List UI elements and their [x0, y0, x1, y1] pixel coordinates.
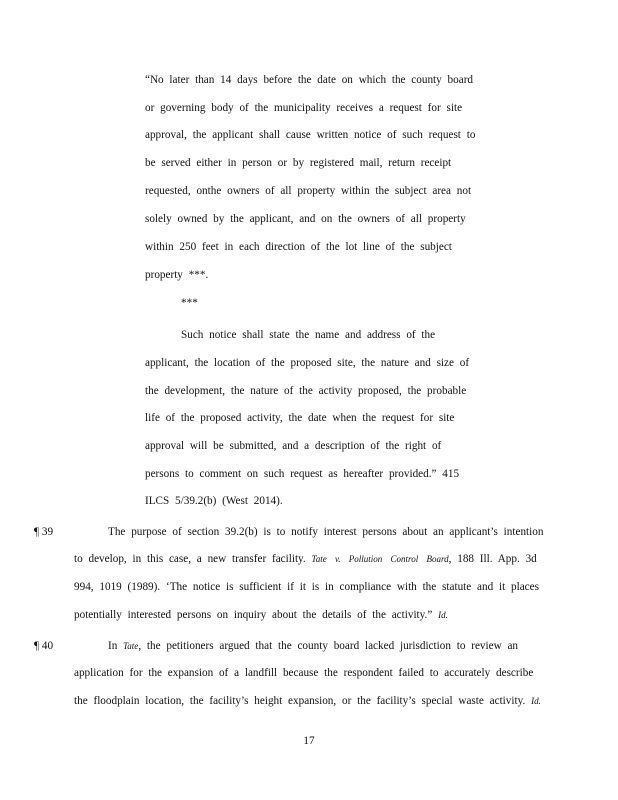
quote-line: requested, onthe owners of all property within the subject area not: [145, 185, 472, 197]
case-citation: Tate: [123, 641, 139, 651]
paragraph-number: ¶ 39: [34, 526, 54, 538]
quote-line: persons to comment on such request as hereafter provided.” 415: [145, 468, 460, 480]
quote-line: approval, the applicant shall cause written notice of such request to: [145, 129, 476, 141]
quote-line: ILCS 5/39.2(b) (West 2014).: [145, 495, 283, 507]
quote-line: approval will be submitted, and a description of the right of: [145, 440, 442, 452]
paragraph-text: , 188 Ill. App. 3d: [448, 553, 537, 565]
quote-line: or governing body of the municipality receives a request for site: [145, 102, 463, 114]
quote-line: solely owned by the applicant, and on the owners of all property: [145, 213, 466, 225]
paragraph-line: application for the expansion of a landfill because the respondent failed to accurately describe: [74, 667, 534, 679]
case-citation: Id.: [531, 696, 541, 706]
quote-line: life of the proposed activity, the date when the request for site: [145, 412, 455, 424]
paragraph-line: 994, 1019 (1989). ‘The notice is sufficient if it is in compliance with the statute and it places: [74, 581, 539, 593]
paragraph-line: [74, 608, 448, 622]
case-citation: Id.: [438, 610, 448, 620]
quote-line: within 250 feet in each direction of the lot line of the subject: [145, 241, 452, 253]
paragraph-line: [108, 639, 518, 653]
case-citation: Tate v. Pollution Control Board: [311, 554, 449, 564]
paragraph-number: ¶ 40: [34, 640, 54, 652]
quote-line: the development, the nature of the activity proposed, the probable: [145, 385, 467, 397]
page-number: 17: [303, 735, 315, 747]
paragraph-text: the floodplain location, the facility’s height expansion, or the facility’s special waste activity.: [74, 695, 526, 707]
quote-line: property ***.: [145, 269, 209, 281]
paragraph-text: potentially interested persons on inquiry about the details of the activity.”: [74, 609, 433, 621]
paragraph-line: [74, 552, 537, 566]
quote-line: “No later than 14 days before the date on which the county board: [145, 74, 474, 86]
quote-line: be served either in person or by registered mail, return receipt: [145, 157, 452, 169]
paragraph-line: [74, 694, 541, 708]
quote-line: Such notice shall state the name and address of the: [181, 329, 436, 341]
paragraph-line: The purpose of section 39.2(b) is to notify interest persons about an applicant’s intention: [108, 526, 544, 538]
quote-ellipsis: ***: [181, 297, 198, 309]
paragraph-text: to develop, in this case, a new transfer facility.: [74, 553, 306, 565]
paragraph-text: In: [108, 640, 118, 652]
paragraph-text: , the petitioners argued that the county board lacked jurisdiction to review an: [138, 640, 519, 652]
quote-line: applicant, the location of the proposed site, the nature and size of: [145, 357, 470, 369]
